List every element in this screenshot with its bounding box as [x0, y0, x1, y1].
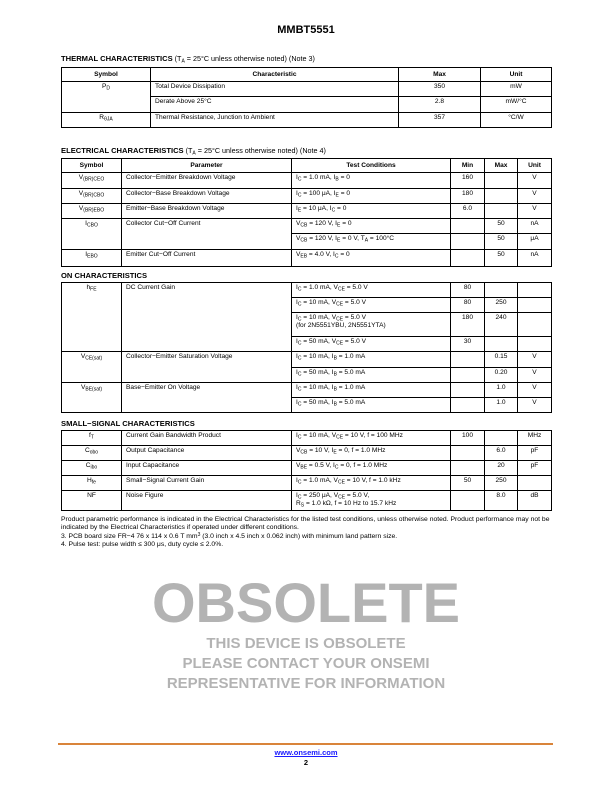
unit-cell: V [518, 204, 552, 219]
watermark-line3: REPRESENTATIVE FOR INFORMATION [166, 675, 446, 692]
table-row [62, 476, 552, 491]
footer-rule [58, 743, 553, 745]
test-conditions-cell: $I_C = 50$ mA, $I_B = 5.0$ mA [292, 368, 451, 383]
max-cell: 20 [485, 461, 518, 476]
max-cell [485, 173, 518, 189]
max-cell: 1.0 [485, 398, 518, 413]
parameter-cell [122, 337, 292, 352]
symbol-cell: $V_{(BR)CBO}$ [62, 189, 122, 204]
note-3: 3. PCB board size FR−4 76 x 114 x 0.6 T $mm^3$ (3.0 inch x 4.5 inch x 0.062 inch) with minimum land pattern size. [61, 531, 398, 540]
symbol-cell: $I_{EBO}$ [62, 250, 122, 267]
max-cell [485, 431, 518, 446]
min-cell [451, 383, 485, 398]
parameter-cell: Output Capacitance [122, 446, 292, 461]
table-row [62, 337, 552, 352]
test-conditions-cell: $I_C = 10$ mA, $V_{CE} = 5.0$ V (for 2N5551YBU, 2N5551YTA) [292, 313, 451, 337]
unit-cell: V [518, 383, 552, 398]
symbol-cell [62, 97, 151, 113]
max-cell [485, 204, 518, 219]
symbol-cell: NF [62, 491, 122, 511]
test-conditions-cell: $V_{CB} = 120$ V, $I_E = 0$ [292, 219, 451, 234]
table-row [62, 491, 552, 511]
min-cell [451, 491, 485, 511]
symbol-cell: $h_{FE}$ [62, 283, 122, 298]
parameter-cell [122, 234, 292, 250]
symbol-cell: $H_{fe}$ [62, 476, 122, 491]
col-header: Unit [481, 68, 552, 82]
min-cell [451, 352, 485, 368]
symbol-cell: $I_{CBO}$ [62, 219, 122, 234]
min-cell: 180 [451, 313, 485, 337]
unit-cell: nA [518, 219, 552, 234]
watermark-line1: THIS DEVICE IS OBSOLETE [206, 635, 406, 652]
symbol-cell [62, 234, 122, 250]
max-cell: 1.0 [485, 383, 518, 398]
table-row [62, 431, 552, 446]
min-cell: 80 [451, 283, 485, 298]
test-conditions-cell: $V_{CB} = 120$ V, $I_E = 0$ V, $T_A = 100^\circ C$ [292, 234, 451, 250]
symbol-cell [62, 398, 122, 413]
min-cell: 180 [451, 189, 485, 204]
symbol-cell [62, 298, 122, 313]
off-characteristics-table [61, 158, 552, 267]
page-title: MMBT5551 [277, 24, 335, 36]
col-header: Unit [518, 159, 552, 173]
max-cell: 0.20 [485, 368, 518, 383]
watermark-big: OBSOLETE [151, 571, 461, 634]
max-cell: 8.0 [485, 491, 518, 511]
test-conditions-cell: $I_C = 10$ mA, $I_B = 1.0$ mA [292, 383, 451, 398]
table-row [62, 283, 552, 298]
unit-cell: mW [481, 82, 552, 97]
characteristic-cell: Total Device Dissipation [151, 82, 399, 97]
symbol-cell [62, 337, 122, 352]
max-cell: 0.15 [485, 352, 518, 368]
min-cell [451, 368, 485, 383]
symbol-cell [62, 368, 122, 383]
col-header: Characteristic [151, 68, 399, 82]
max-cell: 50 [485, 250, 518, 267]
unit-cell: V [518, 398, 552, 413]
max-cell [485, 189, 518, 204]
small-signal-section-title [61, 419, 195, 428]
unit-cell [518, 283, 552, 298]
thermal-conditions: ($T_A = 25^\circ C$ unless otherwise noted) (Note 3) [172, 54, 315, 65]
unit-cell: °C/W [481, 113, 552, 128]
unit-cell: V [518, 189, 552, 204]
test-conditions-cell: $V_{CB} = 10$ V, $I_E = 0$, f = 1.0 MHz [292, 446, 451, 461]
min-cell: 30 [451, 337, 485, 352]
unit-cell: dB [518, 491, 552, 511]
symbol-cell: $C_{obo}$ [62, 446, 122, 461]
watermark-line2: PLEASE CONTACT YOUR ONSEMI [182, 655, 430, 672]
unit-cell [518, 298, 552, 313]
symbol-cell: $V_{(BR)CEO}$ [62, 173, 122, 189]
unit-cell [518, 476, 552, 491]
test-conditions-cell: $I_C = 10$ mA, $V_{CE} = 10$ V, f = 100 MHz [292, 431, 451, 446]
disclaimer-note: Product parametric performance is indicated in the Electrical Characteristics for the listed test conditions, unless otherwise noted. Product performance may not be indicated by the Electrical Characteristics if operated under different conditions. [61, 516, 550, 532]
table-header-row [62, 159, 552, 173]
table-row [62, 250, 552, 267]
test-conditions-cell: $I_C = 10$ mA, $V_{CE} = 5.0$ V [292, 298, 451, 313]
test-conditions-cell: $I_C = 10$ mA, $I_B = 1.0$ mA [292, 352, 451, 368]
electrical-title: ELECTRICAL CHARACTERISTICS [61, 146, 184, 155]
parameter-cell [122, 313, 292, 337]
col-header: Min [451, 159, 485, 173]
min-cell [451, 398, 485, 413]
test-conditions-cell: $I_C = 50$ mA, $V_{CE} = 5.0$ V [292, 337, 451, 352]
parameter-cell: Collector−Emitter Saturation Voltage [122, 352, 292, 368]
parameter-cell [122, 368, 292, 383]
min-cell: 50 [451, 476, 485, 491]
test-conditions-cell: $I_C = 1.0$ mA, $V_{CE} = 5.0$ V [292, 283, 451, 298]
on-characteristics-table [61, 282, 552, 413]
thermal-table [61, 67, 552, 128]
symbol-cell: $R_{\theta JA}$ [62, 113, 151, 128]
min-cell [451, 219, 485, 234]
test-conditions-cell: $I_C = 100$ μA, $I_E = 0$ [292, 189, 451, 204]
parameter-cell: Collector−Emitter Breakdown Voltage [122, 173, 292, 189]
symbol-cell: $V_{BE(sat)}$ [62, 383, 122, 398]
max-cell: 50 [485, 234, 518, 250]
col-header: Parameter [122, 159, 292, 173]
test-conditions-cell: $I_C = 250$ μA, $V_{CE} = 5.0$ V, $R_S = 1.0$ kΩ, f = 10 Hz to 15.7 kHz [292, 491, 451, 511]
table-row [62, 383, 552, 398]
test-conditions-cell: $I_C = 1.0$ mA, $I_B = 0$ [292, 173, 451, 189]
unit-cell: V [518, 173, 552, 189]
max-cell: 240 [485, 313, 518, 337]
max-cell [485, 283, 518, 298]
table-row [62, 234, 552, 250]
max-cell: 357 [399, 113, 481, 128]
footer-link-wrap [0, 748, 612, 757]
test-conditions-cell: $I_E = 10$ μA, $I_C = 0$ [292, 204, 451, 219]
table-row [62, 398, 552, 413]
max-cell [485, 337, 518, 352]
min-cell: 80 [451, 298, 485, 313]
table-row [62, 97, 552, 113]
unit-cell: pF [518, 446, 552, 461]
table-row [62, 219, 552, 234]
table-row [62, 446, 552, 461]
parameter-cell: Emitter−Base Breakdown Voltage [122, 204, 292, 219]
max-cell: 50 [485, 219, 518, 234]
test-conditions-cell: $V_{BE} = 0.5$ V, $I_C = 0$, f = 1.0 MHz [292, 461, 451, 476]
page-number: 2 [303, 758, 309, 767]
table-header-row [62, 68, 552, 82]
min-cell: 160 [451, 173, 485, 189]
min-cell [451, 234, 485, 250]
electrical-conditions: ($T_A = 25^\circ C$ unless otherwise noted) (Note 4) [183, 146, 326, 157]
symbol-cell: $f_T$ [62, 431, 122, 446]
table-row [62, 313, 552, 337]
website-link[interactable]: www.onsemi.com [274, 748, 338, 757]
parameter-cell: Current Gain Bandwidth Product [122, 431, 292, 446]
min-cell: 100 [451, 431, 485, 446]
min-cell [451, 250, 485, 267]
symbol-cell: $P_D$ [62, 82, 151, 97]
parameter-cell [122, 298, 292, 313]
parameter-cell [122, 398, 292, 413]
parameter-cell: Emitter Cut−Off Current [122, 250, 292, 267]
table-row [62, 461, 552, 476]
unit-cell: V [518, 368, 552, 383]
on-title: ON CHARACTERISTICS [61, 271, 148, 280]
unit-cell: mW/°C [481, 97, 552, 113]
parameter-cell: Small−Signal Current Gain [122, 476, 292, 491]
unit-cell [518, 313, 552, 337]
on-section-title [61, 271, 147, 280]
table-row [62, 368, 552, 383]
col-header: Max [485, 159, 518, 173]
col-header: Symbol [62, 159, 122, 173]
min-cell [451, 446, 485, 461]
table-row [62, 82, 552, 97]
min-cell: 6.0 [451, 204, 485, 219]
small-signal-title: SMALL−SIGNAL CHARACTERISTICS [61, 419, 195, 428]
test-conditions-cell: $V_{EB} = 4.0$ V, $I_C = 0$ [292, 250, 451, 267]
parameter-cell: DC Current Gain [122, 283, 292, 298]
max-cell: 350 [399, 82, 481, 97]
characteristic-cell: Thermal Resistance, Junction to Ambient [151, 113, 399, 128]
symbol-cell: $C_{ibo}$ [62, 461, 122, 476]
unit-cell: MHz [518, 431, 552, 446]
max-cell: 250 [485, 476, 518, 491]
small-signal-table [61, 430, 552, 511]
unit-cell [518, 337, 552, 352]
max-cell: 2.8 [399, 97, 481, 113]
table-row [62, 298, 552, 313]
note-4: 4. Pulse test: pulse width ≤ 300 μs, duty cycle ≤ 2.0%. [61, 540, 224, 548]
electrical-section-title [61, 146, 326, 155]
thermal-section-title [61, 54, 315, 63]
table-row [62, 352, 552, 368]
thermal-title: THERMAL CHARACTERISTICS [61, 54, 173, 63]
col-header: Test Conditions [292, 159, 451, 173]
min-cell [451, 461, 485, 476]
col-header: Max [399, 68, 481, 82]
table-row [62, 189, 552, 204]
table-row [62, 113, 552, 128]
symbol-cell: $V_{CE(sat)}$ [62, 352, 122, 368]
characteristic-cell: Derate Above 25°C [151, 97, 399, 113]
table-row [62, 173, 552, 189]
unit-cell: nA [518, 250, 552, 267]
unit-cell: pF [518, 461, 552, 476]
parameter-cell: Input Capacitance [122, 461, 292, 476]
col-header: Symbol [62, 68, 151, 82]
max-cell: 250 [485, 298, 518, 313]
table-row [62, 204, 552, 219]
symbol-cell: $V_{(BR)EBO}$ [62, 204, 122, 219]
test-conditions-cell: $I_C = 50$ mA, $I_B = 5.0$ mA [292, 398, 451, 413]
max-cell: 6.0 [485, 446, 518, 461]
parameter-cell: Noise Figure [122, 491, 292, 511]
test-conditions-cell: $I_C = 1.0$ mA, $V_{CE} = 10$ V, f = 1.0 kHz [292, 476, 451, 491]
unit-cell: μA [518, 234, 552, 250]
notes [61, 516, 553, 549]
unit-cell: V [518, 352, 552, 368]
parameter-cell: Base−Emitter On Voltage [122, 383, 292, 398]
parameter-cell: Collector Cut−Off Current [122, 219, 292, 234]
symbol-cell [62, 313, 122, 337]
parameter-cell: Collector−Base Breakdown Voltage [122, 189, 292, 204]
